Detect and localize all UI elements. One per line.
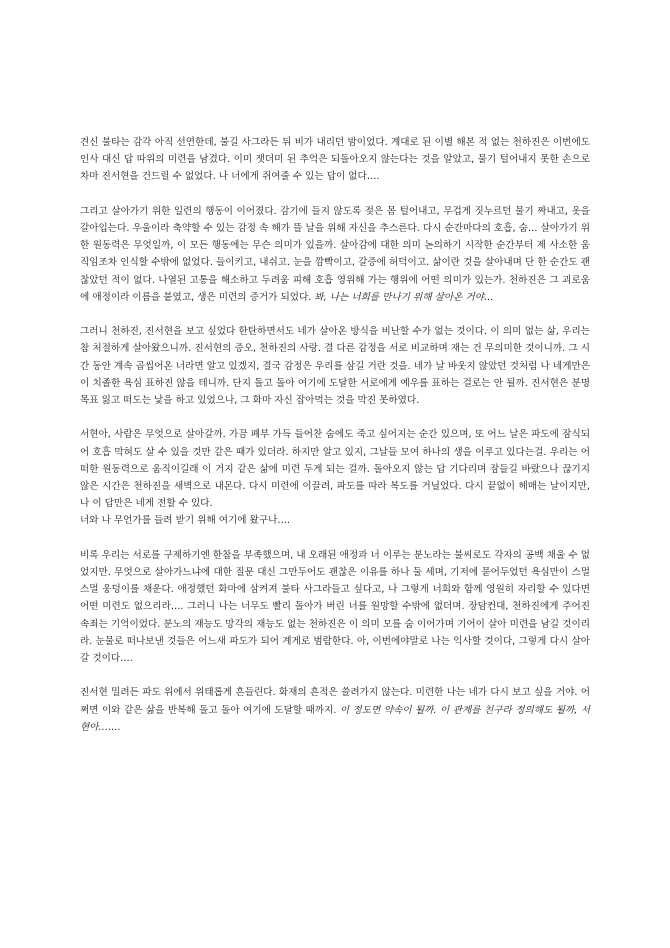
paragraph-7-italic: 이 정도면 약속이 될까. 이 관계를 친구라 정의해도 될까, 서현아……. <box>80 704 590 733</box>
paragraph-5 <box>80 512 590 529</box>
document-body <box>80 134 590 753</box>
paragraph-2 <box>80 203 590 306</box>
paragraph-2-italic: 봐, 나는 너희를 만나기 위해 살아온 거야… <box>311 291 494 303</box>
paragraph-7-text: 진서현 밀려든 파도 위에서 위태롭게 흔들린다. 화재의 흔적은 쓸려가지 않는다. 미련한 나는 네가 다시 보고 싶을 거야. 어쩌면 이와 같은 삶을 반복해 돌고 돌아 여기에 도달할 때까지. <box>80 687 590 716</box>
paragraph-1-text: 견신 불타는 감각 아직 선연한데, 불길 사그라든 뒤 비가 내리던 밤이었다. 계대로 된 이별 해본 적 없는 천하진은 이번에도 인사 대신 답 따위의 미련을 남겼다. 이미 잿더미 된 추억은 되돌아오지 않는다는 것을 알았고, 물기 털어내지 못한 손으로 차마 진서현을 건드릴 수 없었다. 나 너에게 쥐여줄 수 있는 답이 없다…. <box>80 137 590 183</box>
paragraph-1 <box>80 134 590 186</box>
paragraph-6 <box>80 547 590 667</box>
paragraph-5-text: 너와 나 무언가를 들려 받기 위해 여기에 왔구나…. <box>80 515 291 527</box>
paragraph-6-text: 비록 우리는 서로를 구제하기엔 한참을 부족했으며, 내 오래된 애정과 너 이루는 분노라는 불씨로도 각자의 공백 채울 수 없었지만. 무엇으로 살아가느냐에 대한 질문 대신 그만두어도 괜찮은 이유를 하나 둘 세며, 기저에 묻어두었던 욕심만이 스멀스멀 웅덩이를 채운다. 애정했던 화마에 삼켜져 불타 사그라들고 싶다고, 나 그렇게 너희와 함께 영원히 자리할 수 있다면 어떤 미련도 없으리라…. 그러니 나는 너무도 빨리 돌아가 버린 너를 원망할 수밖에 없더며. 장담컨대, 천하진에게 주어진 속죄는 기억이었다. 분노의 재능도 망각의 재능도 없는 천하진은 이 의미 모를 숨 이어가며 기어이 살아 미련을 남길 것이리라. 눈물로 떠나보낸 것들은 어느새 파도가 되어 계게로 범람한다. 아, 이번에야말로 나는 익사할 것이다, 그렇게 다시 살아갈 것이다…. <box>80 549 590 665</box>
paragraph-3-text: 그러니 천하진, 진서현을 보고 싶었다 한탄하면서도 네가 살아온 방식을 비난할 수가 없는 것이다. 이 의미 없는 삶, 우리는 참 처절하게 살아왔으니까. 진서현의 증오, 천하진의 사랑. 결 다른 감정을 서로 비교하며 재는 건 무의미한 것이니까. 그 시간 동안 계속 곱씹어온 너라면 알고 있겠지, 결국 감정은 우리를 삼길 거란 것을. 네가 날 바웃지 않았던 것처럼 나 네게만은 이 치졸한 욕심 표하진 않을 테니까. 단지 돌고 돌아 여기에 도달한 서로에게 예우를 표하는 걸로는 안 될까. 진서현은 분명 목표 잃고 떠도는 낯을 하고 있었으나, 그 화마 자신 잡아먹는 것을 막진 못하였다. <box>80 326 590 407</box>
paragraph-2-text: 그리고 살아가기 위한 일련의 행동이 이어졌다. 감기에 들지 않도록 젖은 몸 털어내고, 무겁게 짓누르던 물기 짜내고, 옷을 갈아입는다. 우울이라 축약할 수 있는 감정 속 해가 뜰 날을 위해 자신을 추스른다. 다시 순간마다의 호흡, 숨… 살아가기 위한 원동력은 무엇일까, 이 모든 행동에는 무슨 의미가 있을까. 살아감에 대한 의미 논의하기 시작한 순간부터 제 사소한 움직임조차 인식할 수밖에 없었다. 들이키고, 내쉬고. 눈을 깜빡이고, 갈증에 허덕이고. 삶이란 것을 살아내며 단 한 순간도 괜찮았던 적이 없다. 나열된 고통을 해소하고 두려움 피해 호흡 영위해 가는 행위에 어떤 의미가 있는가. 천하진은 그 괴로움에 애정이라 이름을 붙였고, 생은 미련의 증거가 되었다. <box>80 205 590 303</box>
paragraph-3 <box>80 323 590 409</box>
paragraph-4 <box>80 426 590 512</box>
paragraph-7 <box>80 684 590 736</box>
paragraph-4-text: 서현아, 사람은 무엇으로 살아갈까. 가끔 폐부 가득 들어찬 숨에도 죽고 싶어지는 순간 있으며, 또 어느 날은 파도에 잠식되어 호흡 막혀도 살 수 있을 것만 같은 때가 있더라. 하지만 알고 있지, 그날들 모여 하나의 생을 이루고 있다는걸. 우리는 어떠한 원동력으로 움직이길래 이 거지 같은 삶에 미련 두게 되는 걸까. 돌아오지 않는 답 기다리며 잠들길 바랐으나 끊기지 않은 시간은 천하진을 새벽으로 내몬다. 다시 미련에 이끌려, 파도를 따라 복도를 거닐었다. 다시 끝없이 헤매는 날이지만, 나 이 답만은 네게 전할 수 있다. <box>80 429 590 510</box>
